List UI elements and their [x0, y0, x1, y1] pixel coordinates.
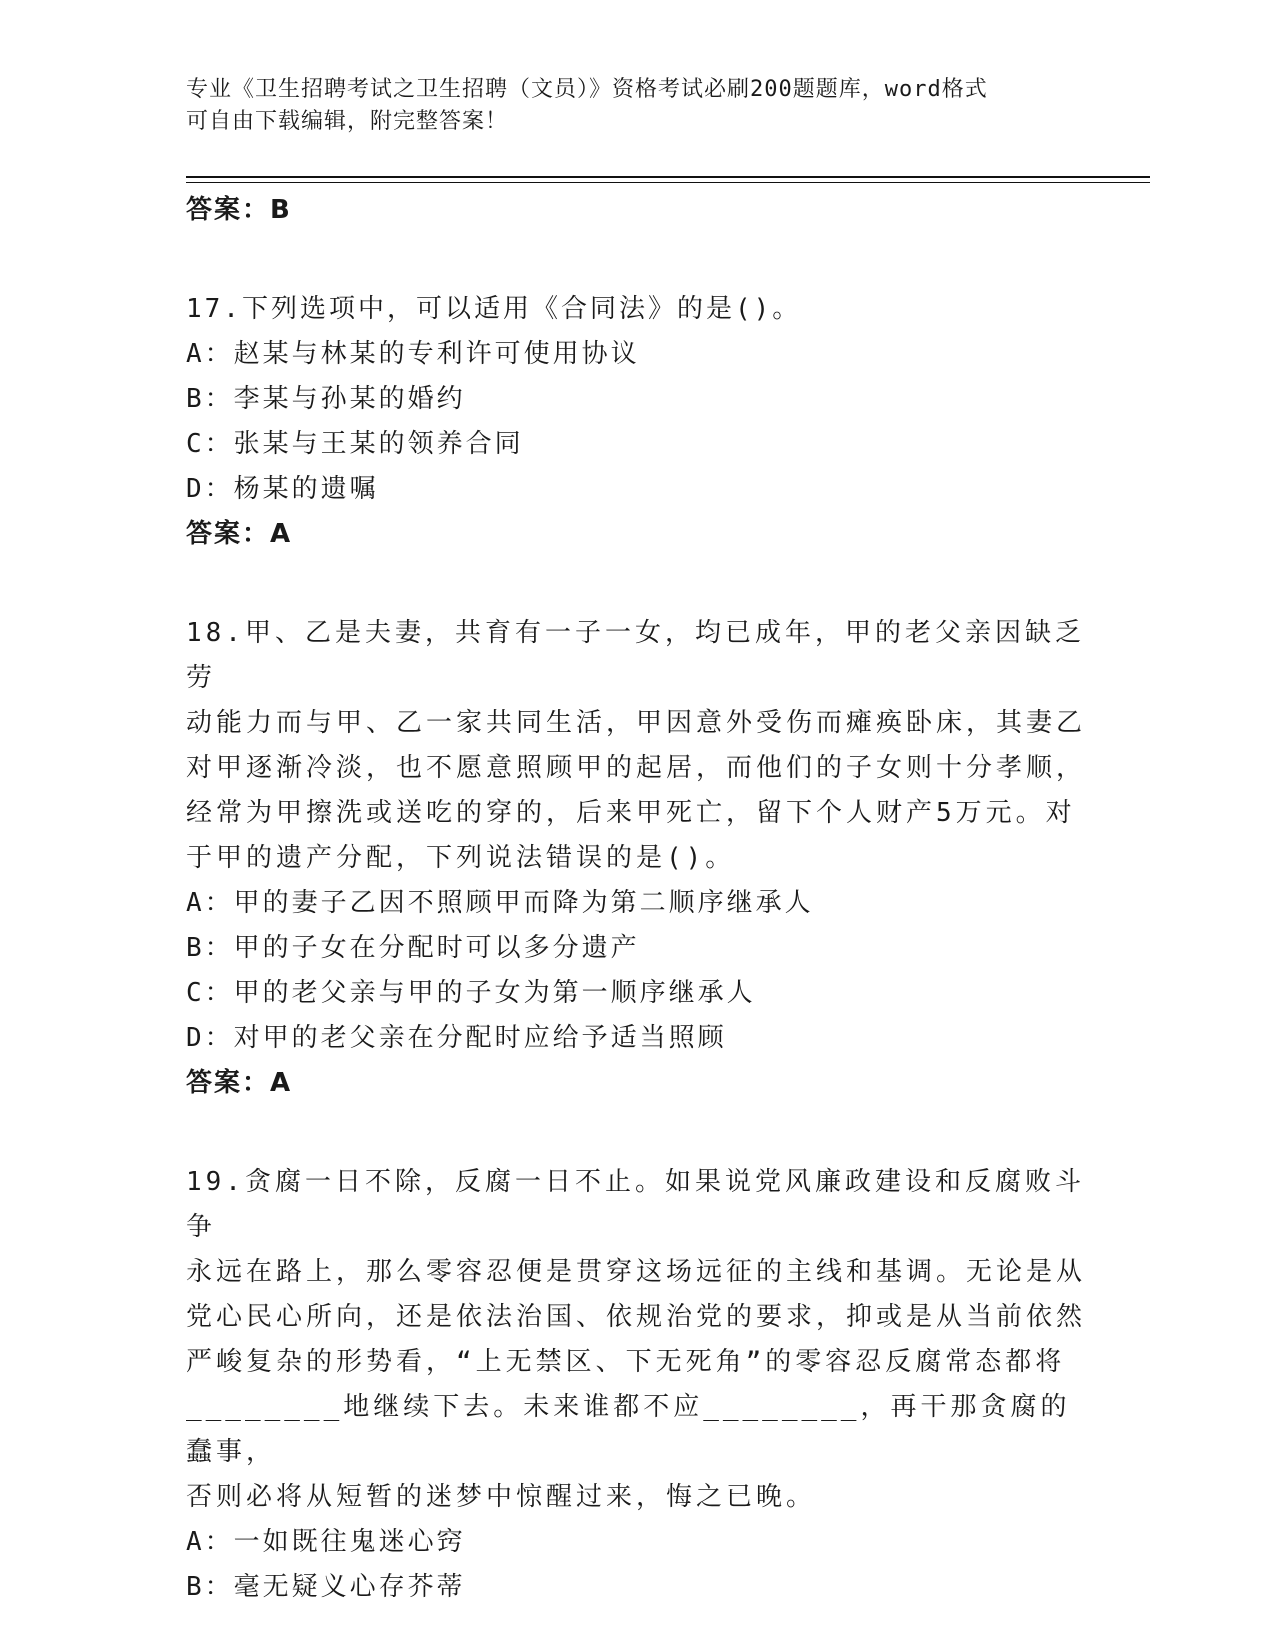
header-divider-thin	[186, 182, 1150, 183]
question-stem-line: 否则必将从短暂的迷梦中惊醒过来，悔之已晚。	[186, 1482, 817, 1512]
option-c: C：甲的老父亲与甲的子女为第一顺序继承人	[186, 978, 756, 1008]
option-c: C：张某与王某的领养合同	[186, 429, 524, 459]
option-b: B：毫无疑义心存芥蒂	[186, 1572, 466, 1602]
question-stem-line: 党心民心所向，还是依法治国、依规治党的要求，抑或是从当前依然	[186, 1302, 1087, 1332]
previous-answer: 答案：B	[186, 195, 292, 225]
option-b: B：甲的子女在分配时可以多分遗产	[186, 933, 640, 963]
header-line-2: 可自由下载编辑，附完整答案！	[186, 109, 509, 134]
header-line-1: 专业《卫生招聘考试之卫生招聘（文员）》资格考试必刷200题题库，word格式	[186, 77, 988, 102]
option-a: A：一如既往鬼迷心窍	[186, 1527, 466, 1557]
question-stem-line: 于甲的遗产分配，下列说法错误的是()。	[186, 843, 736, 873]
question-stem-line: 对甲逐渐冷淡，也不愿意照顾甲的起居，而他们的子女则十分孝顺，	[186, 753, 1087, 783]
option-d: D：杨某的遗嘱	[186, 474, 379, 504]
question-stem-line: ________地继续下去。未来谁都不应________，再干那贪腐的蠢事，	[186, 1392, 1071, 1467]
question-answer: 答案：A	[186, 519, 293, 549]
question-stem-line: 动能力而与甲、乙一家共同生活，甲因意外受伤而瘫痪卧床，其妻乙	[186, 708, 1087, 738]
question-18	[186, 611, 1086, 1106]
option-a: A：甲的妻子乙因不照顾甲而降为第二顺序继承人	[186, 888, 814, 918]
option-d: D：对甲的老父亲在分配时应给予适当照顾	[186, 1023, 727, 1053]
question-17	[186, 287, 1086, 557]
question-stem-line: 经常为甲擦洗或送吃的穿的，后来甲死亡，留下个人财产5万元。对	[186, 798, 1076, 828]
question-19	[186, 1160, 1086, 1610]
question-stem-line: 19.贪腐一日不除，反腐一日不止。如果说党风廉政建设和反腐败斗争	[186, 1167, 1085, 1242]
header-divider-thick	[186, 176, 1150, 178]
header-text	[186, 74, 1086, 138]
option-a: A：赵某与林某的专利许可使用协议	[186, 339, 640, 369]
question-stem-line: 18.甲、乙是夫妻，共育有一子一女，均已成年，甲的老父亲因缺乏劳	[186, 618, 1085, 693]
option-b: B：李某与孙某的婚约	[186, 384, 466, 414]
question-stem-line: 永远在路上，那么零容忍便是贯穿这场远征的主线和基调。无论是从	[186, 1257, 1087, 1287]
document-body	[186, 188, 1086, 1610]
question-answer: 答案：A	[186, 1068, 293, 1098]
question-stem: 17.下列选项中，可以适用《合同法》的是()。	[186, 294, 802, 324]
question-stem-line: 严峻复杂的形势看，“上无禁区、下无死角”的零容忍反腐常态都将	[186, 1347, 1066, 1377]
